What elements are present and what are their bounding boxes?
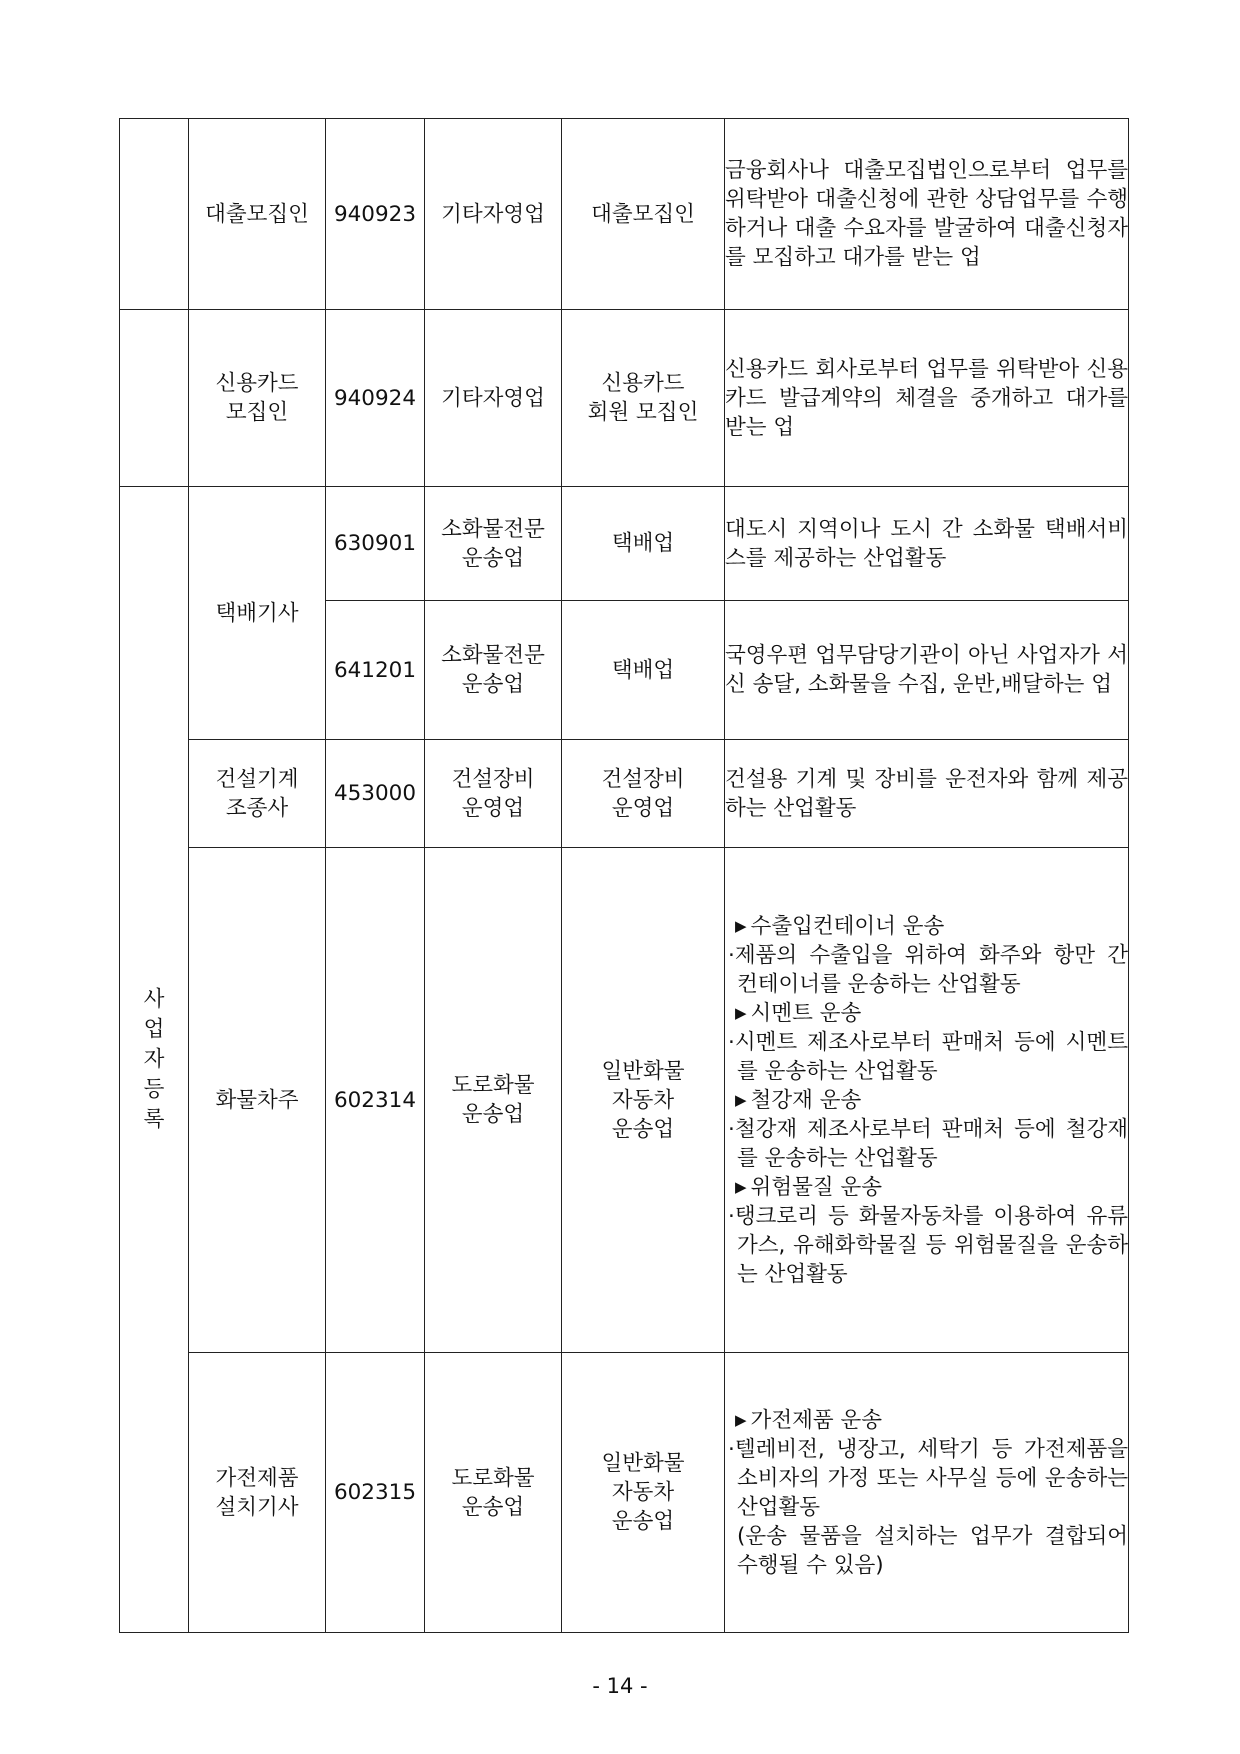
industry-line2: 운송업 (461, 1494, 525, 1520)
industry-cell (425, 487, 562, 601)
table-row-card-recruiter (120, 310, 1129, 487)
industry-cell (425, 310, 562, 487)
industry-cell (425, 1353, 562, 1633)
description-cell (725, 1353, 1129, 1633)
triangle-bullet-icon: ▶ (735, 1410, 747, 1429)
description-cell (725, 310, 1129, 487)
code-cell (326, 119, 425, 310)
detail-cell (562, 1353, 725, 1633)
industry-code: 630901 (333, 531, 417, 556)
job-name-cell (189, 487, 326, 740)
detail-cell (562, 487, 725, 601)
detail-line3: 운송업 (611, 1509, 675, 1534)
description-text: 금융회사나 대출모집법인으로부터 업무를 위탁받아 대출신청에 관한 상담업무를 수행하거나 대출 수요자를 발굴하여 대출신청자를 모집하고 대가를 받는 업 (725, 158, 1128, 270)
cargo-item-4-text (725, 1202, 1128, 1289)
detail-line1: 신용카드 (601, 371, 685, 396)
cargo-item-4 (725, 1173, 1128, 1202)
industry-code: 940923 (333, 201, 417, 227)
industry-cell (425, 119, 562, 310)
industry-name: 기타자영업 (441, 201, 545, 227)
job-name-line2: 설치기사 (215, 1494, 299, 1520)
item-text: 텔레비전, 냉장고, 세탁기 등 가전제품을 소비자의 가정 또는 사무실 등에 운송하는 산업활동 (734, 1436, 1128, 1520)
job-name: 대출모집인 (205, 201, 309, 227)
detail-line1: 일반화물 (601, 1451, 685, 1476)
item-title: 수출입컨테이너 운송 (750, 913, 945, 939)
job-name-line1: 신용카드 (215, 371, 299, 396)
detail-name: 택배업 (611, 531, 675, 556)
industry-line1: 건설장비 (451, 766, 535, 792)
job-name-line2: 모집인 (225, 400, 289, 425)
table-row-construction-operator (120, 740, 1129, 848)
item-text: 시멘트 제조사로부터 판매처 등에 시멘트를 운송하는 산업활동 (734, 1029, 1128, 1084)
description-cell (725, 601, 1129, 740)
code-cell (326, 848, 425, 1353)
item-text: 제품의 수출입을 위하여 화주와 항만 간 컨테이너를 운송하는 산업활동 (734, 942, 1128, 997)
page-number: - 14 - (592, 1674, 648, 1698)
job-name-cell (189, 310, 326, 487)
industry-line2: 운송업 (461, 672, 525, 697)
code-cell (326, 740, 425, 848)
dot-bullet-icon: · (728, 1436, 735, 1462)
industry-line2: 운영업 (461, 795, 525, 821)
item-text: 철강재 제조사로부터 판매처 등에 철강재를 운송하는 산업활동 (734, 1116, 1128, 1171)
detail-name: 택배업 (611, 657, 675, 683)
cargo-item-3 (725, 1086, 1128, 1115)
detail-cell (562, 601, 725, 740)
industry-cell (425, 601, 562, 740)
description-text: 건설용 기계 및 장비를 운전자와 함께 제공하는 산업활동 (725, 766, 1128, 821)
group-label: 사업자등록 (143, 986, 165, 1132)
item-title: 위험물질 운송 (750, 1174, 882, 1200)
triangle-bullet-icon: ▶ (735, 916, 747, 935)
description-text: 신용카드 회사로부터 업무를 위탁받아 신용카드 발급계약의 체결을 중개하고 대가를 받는 업 (725, 356, 1128, 440)
detail-line2: 자동차 (611, 1087, 675, 1113)
table-row-loan-recruiter (120, 119, 1129, 310)
appliance-item-text (725, 1435, 1128, 1522)
cargo-item-1 (725, 912, 1128, 941)
detail-cell (562, 848, 725, 1353)
appliance-item (725, 1406, 1128, 1435)
industry-line2: 운송업 (461, 545, 525, 571)
job-name-line2: 조종사 (225, 795, 289, 821)
dot-bullet-icon: · (728, 1116, 735, 1142)
triangle-bullet-icon: ▶ (735, 1003, 747, 1022)
description-cell (725, 487, 1129, 601)
detail-cell (562, 310, 725, 487)
detail-line2: 자동차 (611, 1480, 675, 1505)
item-title: 시멘트 운송 (750, 1000, 862, 1026)
job-name: 화물차주 (215, 1087, 299, 1113)
detail-line1: 일반화물 (601, 1058, 685, 1084)
industry-cell (425, 740, 562, 848)
detail-line2: 운영업 (611, 795, 675, 821)
industry-line1: 도로화물 (451, 1465, 535, 1491)
industry-cell (425, 848, 562, 1353)
job-name-line1: 가전제품 (215, 1465, 299, 1491)
item-text: 탱크로리 등 화물자동차를 이용하여 유류가스, 유해화학물질 등 위험물질을 운송하는 산업활동 (734, 1203, 1128, 1287)
cargo-item-1-text (725, 941, 1128, 999)
job-name-cell (189, 848, 326, 1353)
job-name-line1: 건설기계 (215, 766, 299, 792)
dot-bullet-icon: · (728, 1203, 735, 1229)
code-cell (326, 310, 425, 487)
industry-code: 641201 (333, 657, 417, 683)
industry-code: 602315 (333, 1480, 417, 1505)
description-text: 대도시 지역이나 도시 간 소화물 택배서비스를 제공하는 산업활동 (725, 516, 1128, 571)
code-cell (326, 601, 425, 740)
industry-code: 940924 (333, 385, 417, 411)
description-text: 국영우편 업무담당기관이 아닌 사업자가 서신 송달, 소화물을 수집, 운반,배달하는 업 (725, 643, 1128, 697)
industry-name: 기타자영업 (441, 385, 545, 411)
code-cell (326, 487, 425, 601)
triangle-bullet-icon: ▶ (735, 1177, 747, 1196)
cargo-item-2-text (725, 1028, 1128, 1086)
industry-code: 453000 (333, 781, 417, 806)
dot-bullet-icon: · (728, 942, 735, 968)
detail-line2: 회원 모집인 (587, 400, 699, 425)
description-cell (725, 119, 1129, 310)
description-cell (725, 848, 1129, 1353)
code-cell (326, 1353, 425, 1633)
group-cell-empty (120, 119, 189, 310)
industry-classification-table (119, 118, 1129, 1633)
cargo-item-2 (725, 999, 1128, 1028)
detail-line3: 운송업 (611, 1116, 675, 1142)
industry-line2: 운송업 (461, 1102, 525, 1127)
job-name: 택배기사 (215, 600, 299, 626)
item-title: 철강재 운송 (750, 1087, 862, 1113)
industry-line1: 소화물전문 (441, 516, 545, 542)
detail-name: 대출모집인 (591, 201, 695, 227)
detail-cell (562, 119, 725, 310)
description-cell (725, 740, 1129, 848)
dot-bullet-icon: · (728, 1029, 735, 1055)
table-row-appliance-installer (120, 1353, 1129, 1633)
item-title: 가전제품 운송 (750, 1407, 882, 1433)
job-name-cell (189, 740, 326, 848)
table-row-courier-1 (120, 487, 1129, 601)
appliance-note: (운송 물품을 설치하는 업무가 결합되어 수행될 수 있음) (737, 1523, 1128, 1578)
job-name-cell (189, 119, 326, 310)
group-cell-empty (120, 310, 189, 487)
industry-line1: 도로화물 (451, 1073, 535, 1098)
triangle-bullet-icon: ▶ (735, 1090, 747, 1109)
job-name-cell (189, 1353, 326, 1633)
detail-line1: 건설장비 (601, 766, 685, 792)
group-cell-business-registration (120, 487, 189, 1633)
table-row-cargo-owner (120, 848, 1129, 1353)
cargo-item-3-text (725, 1115, 1128, 1173)
industry-code: 602314 (333, 1087, 417, 1113)
detail-cell (562, 740, 725, 848)
industry-line1: 소화물전문 (441, 643, 545, 668)
